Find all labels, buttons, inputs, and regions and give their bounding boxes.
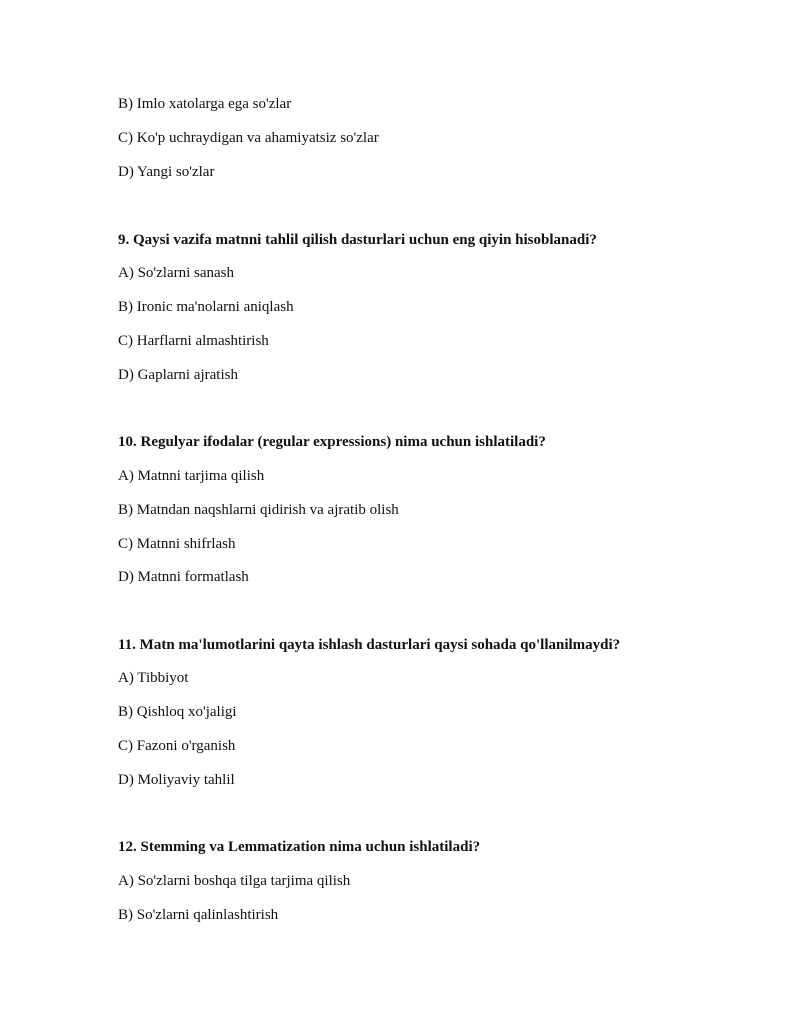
option-10c: C) Matnni shifrlash [118, 536, 236, 552]
question-12: 12. Stemming va Lemmatization nima uchun ishlatiladi? [118, 839, 481, 855]
option-9d: D) Gaplarni ajratish [118, 367, 238, 383]
option-10a: A) Matnni tarjima qilish [118, 468, 265, 484]
option-9c: C) Harflarni almashtirish [118, 333, 269, 349]
option-8c: C) Ko'p uchraydigan va ahamiyatsiz so'zlar [118, 130, 379, 146]
question-9: 9. Qaysi vazifa matnni tahlil qilish dasturlari uchun eng qiyin hisoblanadi? [118, 232, 597, 248]
option-8d: D) Yangi so'zlar [118, 164, 215, 180]
question-10: 10. Regulyar ifodalar (regular expressions) nima uchun ishlatiladi? [118, 434, 546, 450]
option-11a: A) Tibbiyot [118, 670, 189, 686]
option-12b: B) So'zlarni qalinlashtirish [118, 907, 279, 923]
option-9a: A) So'zlarni sanash [118, 265, 235, 281]
option-11c: C) Fazoni o'rganish [118, 738, 236, 754]
option-9b: B) Ironic ma'nolarni aniqlash [118, 299, 294, 315]
option-11d: D) Moliyaviy tahlil [118, 772, 235, 788]
option-10d: D) Matnni formatlash [118, 569, 249, 585]
option-12a: A) So'zlarni boshqa tilga tarjima qilish [118, 873, 351, 889]
option-11b: B) Qishloq xo'jaligi [118, 704, 237, 720]
question-11: 11. Matn ma'lumotlarini qayta ishlash dasturlari qaysi sohada qo'llanilmaydi? [118, 637, 621, 653]
option-8b: B) Imlo xatolarga ega so'zlar [118, 96, 292, 112]
option-10b: B) Matndan naqshlarni qidirish va ajratib olish [118, 502, 399, 518]
